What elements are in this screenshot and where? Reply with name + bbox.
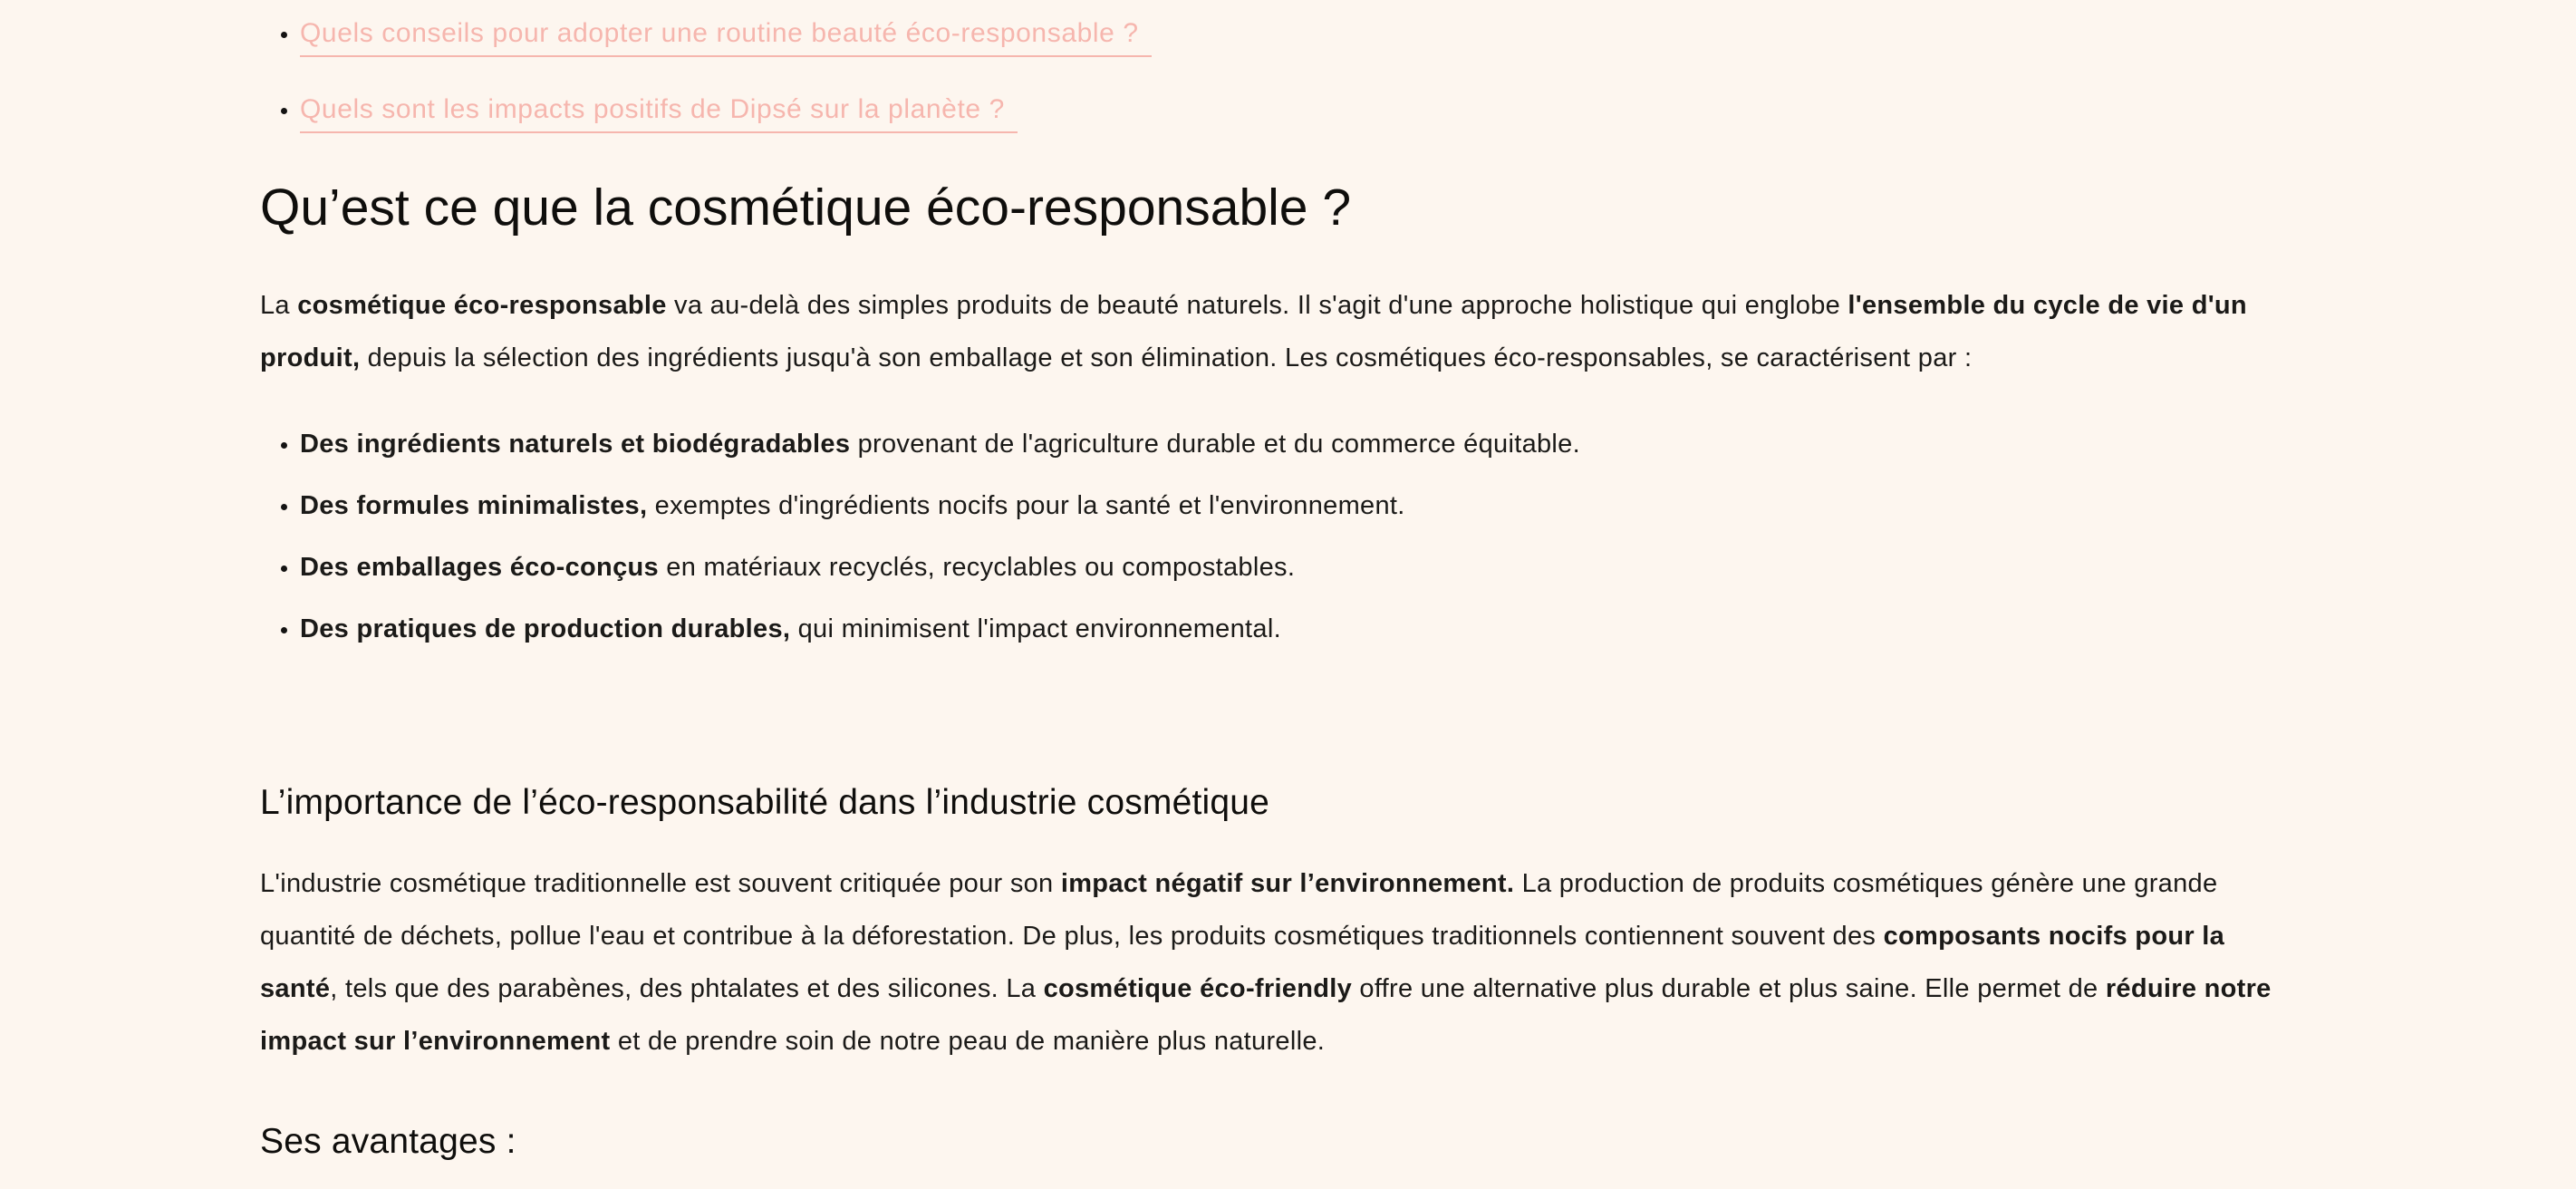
body-paragraph: L'industrie cosmétique traditionnelle est souvent critiquée pour son impact négatif sur l’environnement. La production de produits cosmétiques génère une grande quantité de déchets, pollue l'eau et contribue à la déforestation. De plus, les produits cosmétiques traditionnels contiennent souvent des composants nocifs pour la santé, tels que des parabènes, des phtalates et des silicones. La cosmétique éco-friendly offre une alternative plus durable et plus saine. Elle permet de réduire notre impact sur l’environnement et de prendre soin de notre peau de manière plus naturelle. [260,869,2272,1056]
feature-item-pratiques: • Des pratiques de production durables, qui minimisent l'impact environnemental. [300,611,2304,647]
subsection-title-avantages: Ses avantages : [260,1122,516,1161]
toc-item [300,13,2304,54]
toc-link-routine-beaute[interactable]: Quels conseils pour adopter une routine beauté éco-responsable ? [300,18,1152,57]
intro-paragraph: La cosmétique éco-responsable va au-delà des simples produits de beauté naturels. Il s'agit d'une approche holistique qui englobe l'ensemble du cycle de vie d'un produit, depuis la sélection des ingrédients jusqu'à son emballage et son élimination. Les cosmétiques éco-responsables, se caractérisent par : [260,291,2247,372]
feature-item-formules: • Des formules minimalistes, exemptes d'ingrédients nocifs pour la santé et l'environnement. [300,488,2304,524]
toc-list [260,13,2304,130]
toc-item [300,89,2304,130]
toc-link-impacts-dipse[interactable]: Quels sont les impacts positifs de Dipsé sur la planète ? [300,94,1018,133]
features-list [260,426,2304,647]
feature-item-emballages: • Des emballages éco-conçus en matériaux recyclés, recyclables ou compostables. [300,549,2304,585]
section-title: Qu’est ce que la cosmétique éco-responsable ? [260,179,1352,237]
subsection-title-importance: L’importance de l’éco-responsabilité dans l’industrie cosmétique [260,783,1270,822]
feature-item-ingredients: • Des ingrédients naturels et biodégradables provenant de l'agriculture durable et du commerce équitable. [300,426,2304,462]
